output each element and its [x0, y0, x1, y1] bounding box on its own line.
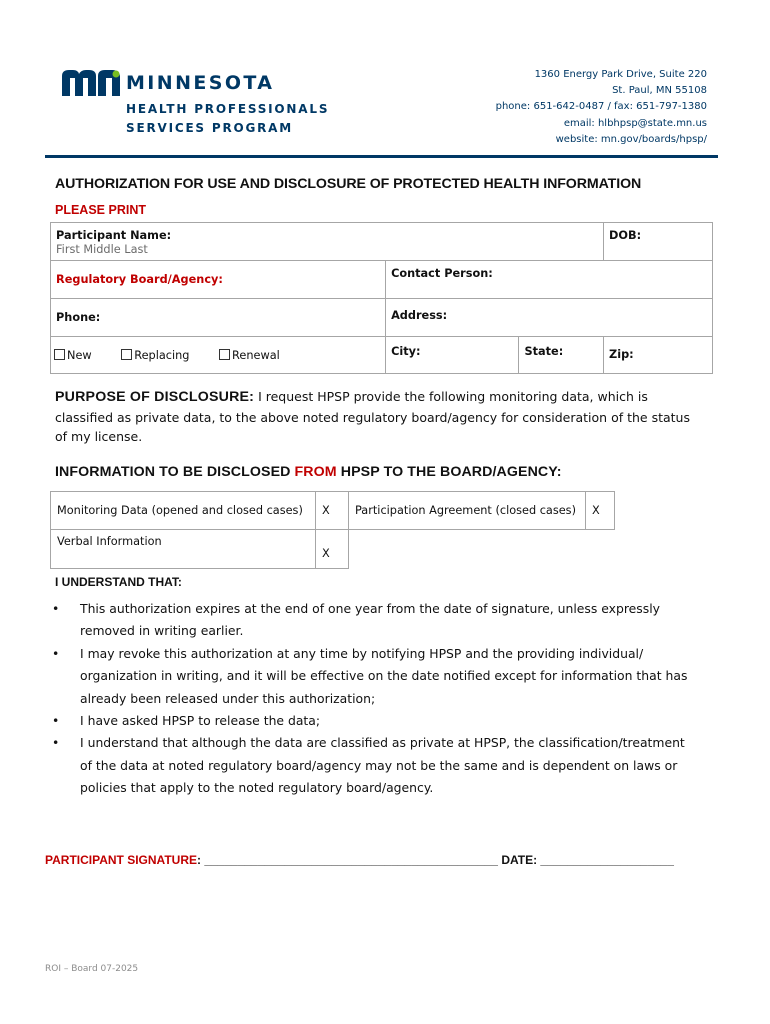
address-field[interactable] [386, 299, 713, 337]
address-line-2: St. Paul, MN 55108 [612, 85, 707, 97]
email[interactable]: email: hlbhpsp@state.mn.us [563, 117, 707, 129]
signature-line[interactable] [45, 853, 674, 867]
purpose-heading: PURPOSE OF DISCLOSURE: [55, 389, 255, 405]
city-label: City: [391, 345, 421, 358]
bullet-icon: • [52, 601, 60, 616]
city-field[interactable] [386, 337, 519, 374]
phone-fax: phone: 651-642-0487 / fax: 651-797-1380 [495, 101, 707, 113]
form-title: AUTHORIZATION FOR USE AND DISCLOSURE OF PROTECTED HEALTH INFORMATION [55, 176, 642, 192]
hpsp-logo [62, 68, 332, 138]
participant-info-table [50, 222, 713, 374]
state-field[interactable] [519, 337, 604, 374]
dob-label: DOB: [609, 229, 642, 242]
understand-heading: I UNDERSTAND THAT: [55, 575, 182, 589]
dob-field[interactable] [604, 223, 713, 261]
participation-agreement-mark[interactable]: X [586, 492, 615, 530]
checkbox-icon[interactable] [121, 349, 132, 360]
list-item: • This authorization expires at the end of one year from the date of signature, unless expressly removed in writing earlier. [50, 598, 700, 643]
checkbox-icon[interactable] [219, 349, 230, 360]
contact-person-label: Contact Person: [391, 267, 493, 280]
zip-field[interactable] [604, 337, 713, 374]
participant-name-label: Participant Name: [56, 229, 172, 242]
website[interactable]: website: mn.gov/boards/hpsp/ [555, 133, 707, 145]
regulatory-board-label: Regulatory Board/Agency: [56, 273, 223, 286]
date-field[interactable]: DATE: ____________________ [497, 853, 674, 867]
please-print-note: PLEASE PRINT [55, 203, 146, 217]
participant-name-field[interactable] [51, 223, 604, 261]
option-renewal[interactable]: Renewal [219, 349, 280, 362]
contact-person-field[interactable] [386, 261, 713, 299]
checkbox-icon[interactable] [54, 349, 65, 360]
phone-field[interactable] [51, 299, 386, 337]
monitoring-data-cell: Monitoring Data (opened and closed cases) [51, 492, 316, 530]
list-item: • I may revoke this authorization at any time by notifying HPSP and the providing individual/ organization in writing, and it will be effective on the date notified except for information that has already been released under this authorization; [50, 643, 700, 710]
participant-name-hint: First Middle Last [56, 243, 148, 256]
header-divider [45, 155, 718, 158]
purpose-text: I request HPSP provide the following monitoring data, which is classified as private data, to the above noted regulatory board/agency for consideration of the status of my license. [55, 389, 690, 444]
monitoring-data-mark[interactable]: X [316, 492, 349, 530]
zip-label: Zip: [609, 348, 634, 361]
information-disclosed-heading: INFORMATION TO BE DISCLOSED FROM HPSP TO THE BOARD/AGENCY: [55, 464, 562, 480]
from-emphasis: FROM [294, 464, 337, 480]
logo-subtitle-line2: SERVICES PROGRAM [126, 121, 294, 135]
verbal-information-mark[interactable]: X [316, 530, 349, 569]
understand-list [50, 598, 700, 800]
bullet-icon: • [52, 713, 60, 729]
bullet-icon: • [52, 735, 60, 751]
signature-blank[interactable]: : ____________________________________________ [197, 853, 498, 867]
option-new[interactable]: New [54, 349, 92, 362]
list-item: • I have asked HPSP to release the data; [50, 710, 700, 732]
logo-wordmark: MINNESOTA [126, 72, 275, 94]
bullet-icon: • [52, 645, 60, 661]
contact-info [496, 67, 707, 148]
option-replacing[interactable]: Replacing [121, 349, 189, 362]
phone-label: Phone: [56, 311, 101, 324]
list-item: • I understand that although the data are classified as private at HPSP, the classification/treatment of the data at noted regulatory board/agency may not be the same and is dependent on laws or policies that apply to the noted regulatory board/agency. [50, 732, 700, 799]
regulatory-board-field[interactable] [51, 261, 386, 299]
status-options [51, 337, 386, 374]
address-label: Address: [391, 309, 448, 322]
signature-label: PARTICIPANT SIGNATURE [45, 853, 197, 867]
information-table [50, 491, 615, 569]
form-version-footer: ROI – Board 07-2025 [45, 964, 139, 974]
verbal-information-cell: Verbal Information [51, 530, 316, 569]
minnesota-logo-icon [62, 70, 122, 96]
logo-subtitle-line1: HEALTH PROFESSIONALS [126, 102, 330, 116]
purpose-of-disclosure [55, 387, 705, 447]
state-label: State: [524, 345, 564, 358]
participation-agreement-cell: Participation Agreement (closed cases) [349, 492, 586, 530]
address-line-1: 1360 Energy Park Drive, Suite 220 [534, 69, 707, 80]
